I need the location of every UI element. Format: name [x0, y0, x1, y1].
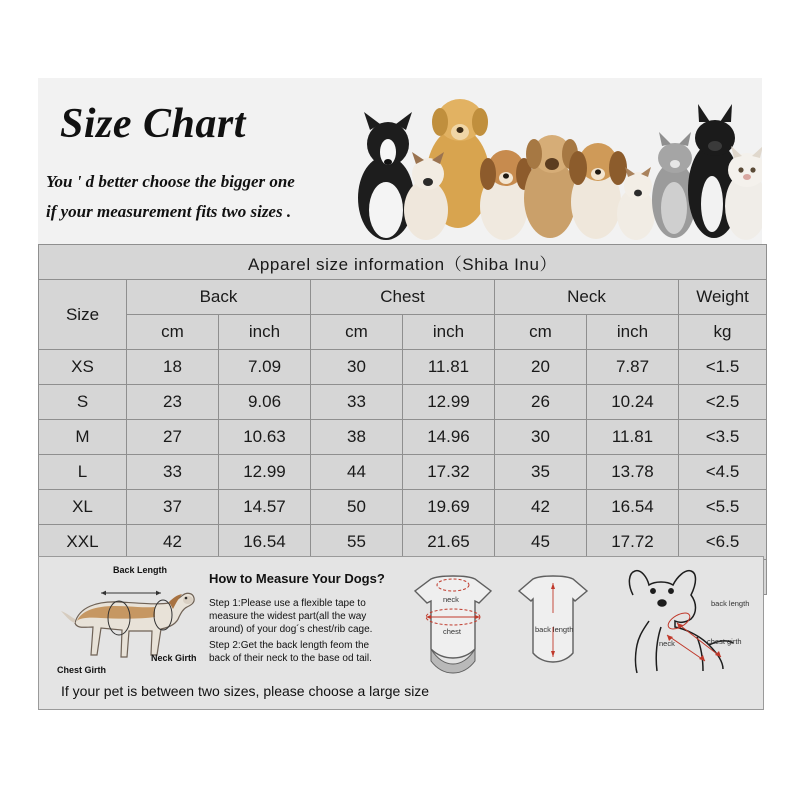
cell-neck-cm: 45	[495, 525, 587, 560]
label-back-length: Back Length	[113, 565, 168, 575]
howto-step-1: Step 1:Please use a flexible tape to measure the widest part(all the way around) of your dog´s chest/rib cage.	[209, 598, 373, 635]
hero-subtitle-line-1: You ' d better choose the bigger one	[46, 172, 295, 191]
unit-back-cm: cm	[127, 315, 219, 350]
cell-neck-cm: 42	[495, 490, 587, 525]
hero-subtitle-line-2: if your measurement fits two sizes .	[46, 202, 292, 221]
cell-back-cm: 27	[127, 420, 219, 455]
header-back: Back	[127, 280, 311, 315]
cell-neck-inch: 13.78	[587, 455, 679, 490]
size-table-container	[38, 244, 762, 595]
cell-chest-cm: 30	[311, 350, 403, 385]
cell-weight: <4.5	[679, 455, 767, 490]
cell-chest-cm: 38	[311, 420, 403, 455]
table-group-header-row	[39, 280, 767, 315]
cell-back-inch: 16.54	[219, 525, 311, 560]
garment-label-chest: chest	[443, 627, 461, 636]
page-title: Size Chart	[60, 101, 246, 147]
cell-neck-cm: 20	[495, 350, 587, 385]
cell-chest-cm: 50	[311, 490, 403, 525]
garment-label-back-length: back length	[535, 625, 574, 634]
unit-chest-inch: inch	[403, 315, 495, 350]
cell-size: XS	[39, 350, 127, 385]
cell-neck-inch: 16.54	[587, 490, 679, 525]
cell-neck-inch: 10.24	[587, 385, 679, 420]
unit-weight-kg: kg	[679, 315, 767, 350]
measure-guide-panel	[38, 556, 764, 710]
dog-photo-band	[318, 78, 762, 244]
header-chest: Chest	[311, 280, 495, 315]
cell-weight: <3.5	[679, 420, 767, 455]
cell-chest-inch: 19.69	[403, 490, 495, 525]
label-neck-girth: Neck Girth	[151, 653, 197, 663]
cell-chest-cm: 44	[311, 455, 403, 490]
cell-back-cm: 23	[127, 385, 219, 420]
cell-neck-inch: 17.72	[587, 525, 679, 560]
unit-neck-cm: cm	[495, 315, 587, 350]
cell-chest-inch: 17.32	[403, 455, 495, 490]
hero-banner	[38, 78, 762, 244]
header-size: Size	[39, 280, 127, 350]
table-row	[39, 455, 767, 490]
cell-size: M	[39, 420, 127, 455]
howto-title: How to Measure Your Dogs?	[209, 571, 385, 586]
cell-weight: <6.5	[679, 525, 767, 560]
dog-label-back-length: back length	[711, 599, 750, 608]
footer-note: If your pet is between two sizes, please choose a large size	[61, 683, 430, 699]
table-unit-row	[39, 315, 767, 350]
cell-weight: <2.5	[679, 385, 767, 420]
cell-back-cm: 18	[127, 350, 219, 385]
cell-size: XXL	[39, 525, 127, 560]
garment-label-neck: neck	[443, 595, 459, 604]
cell-chest-inch: 14.96	[403, 420, 495, 455]
header-neck: Neck	[495, 280, 679, 315]
cell-back-cm: 37	[127, 490, 219, 525]
table-row	[39, 490, 767, 525]
cell-back-inch: 14.57	[219, 490, 311, 525]
cell-neck-cm: 26	[495, 385, 587, 420]
animal-row-illustration	[318, 78, 762, 244]
dog-label-neck: neck	[659, 639, 675, 648]
dog-tan-puppy	[524, 135, 578, 238]
cell-chest-inch: 21.65	[403, 525, 495, 560]
cell-weight: <1.5	[679, 350, 767, 385]
cell-chest-cm: 33	[311, 385, 403, 420]
cell-weight: <5.5	[679, 490, 767, 525]
cell-back-inch: 9.06	[219, 385, 311, 420]
cell-neck-cm: 30	[495, 420, 587, 455]
dog-outline-diagram	[605, 565, 745, 683]
cell-size: S	[39, 385, 127, 420]
cell-neck-cm: 35	[495, 455, 587, 490]
cell-chest-cm: 55	[311, 525, 403, 560]
table-title: Apparel size information（Shiba Inu）	[39, 245, 767, 280]
cell-size: XL	[39, 490, 127, 525]
header-weight: Weight	[679, 280, 767, 315]
apparel-size-table	[38, 244, 767, 595]
unit-back-inch: inch	[219, 315, 311, 350]
dog-label-chest-girth: chest girth	[707, 637, 742, 646]
cell-neck-inch: 7.87	[587, 350, 679, 385]
cell-back-cm: 33	[127, 455, 219, 490]
cell-back-inch: 7.09	[219, 350, 311, 385]
cell-neck-inch: 11.81	[587, 420, 679, 455]
cell-chest-inch: 12.99	[403, 385, 495, 420]
howto-step-2: Step 2:Get the back length feom the back of their neck to the base od tail.	[209, 640, 372, 664]
unit-chest-cm: cm	[311, 315, 403, 350]
label-chest-girth: Chest Girth	[57, 665, 107, 675]
table-row	[39, 350, 767, 385]
table-row	[39, 525, 767, 560]
table-row	[39, 420, 767, 455]
table-title-row	[39, 245, 767, 280]
cell-back-cm: 42	[127, 525, 219, 560]
unit-neck-inch: inch	[587, 315, 679, 350]
cell-back-inch: 12.99	[219, 455, 311, 490]
cell-chest-inch: 11.81	[403, 350, 495, 385]
cell-size: L	[39, 455, 127, 490]
table-row	[39, 385, 767, 420]
cell-back-inch: 10.63	[219, 420, 311, 455]
